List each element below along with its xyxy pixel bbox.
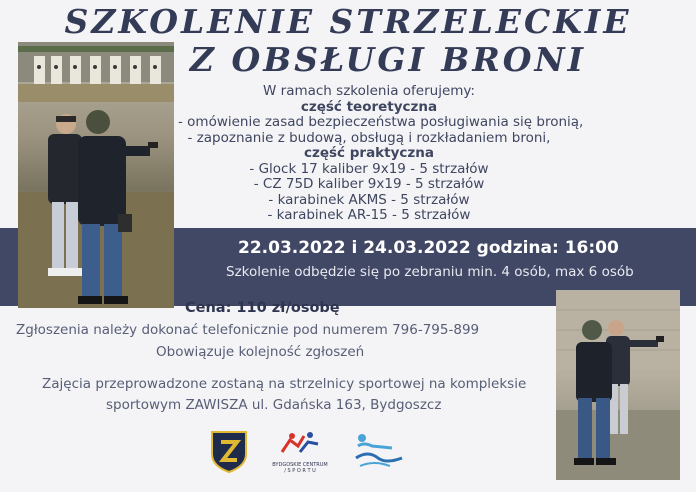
theory-heading: część teoretyczna [300,98,438,115]
bcs-figure-icon [268,428,332,458]
zawisza-logo [206,428,252,474]
practice-item: - karabinek AKMS - 5 strzałów [268,191,470,208]
range-scene-1 [18,42,174,308]
venue-line-1: Zajęcia przeprowadzone zostaną na strzelnicy sportowej na kompleksie [42,376,527,392]
shooting-club-logo [350,428,406,474]
shooter-silhouette-icon [350,428,406,474]
offer-section [178,83,584,224]
practice-heading: część praktyczna [304,145,434,161]
range-scene-2 [556,290,680,480]
price-label: Cena: 110 zł/osobę [185,300,340,316]
zawisza-shield-icon [206,428,252,474]
registration-line-1: Zgłoszenia należy dokonać telefonicznie pod numerem 796-795-899 [16,322,480,338]
page-title-line-2: Z OBSŁUGI BRONI [189,40,587,79]
practice-item: - CZ 75D kaliber 9x19 - 5 strzałów [253,176,485,192]
page-title-line-1: SZKOLENIE STRZELECKIE [64,2,632,41]
venue-line-2: sportowym ZAWISZA ul. Gdańska 163, Bydgoszcz [106,397,442,413]
theory-item: - zapoznanie z budową, obsługą i rozkładaniem broni, [187,129,551,146]
shooting-range-photo-2 [556,290,680,480]
offer-intro: W ramach szkolenia oferujemy: [263,83,475,99]
shooting-range-photo-1 [18,42,174,308]
bcs-text-2: / S P O R T U [284,468,316,474]
practice-item: - karabinek AR-15 - 5 strzałów [267,207,471,223]
theory-item: - omówienie zasad bezpieczeństwa posługiwania się bronią, [178,114,584,130]
practice-item: - Glock 17 kaliber 9x19 - 5 strzałów [249,160,489,177]
group-size-note: Szkolenie odbędzie się po zebraniu min. 4 osób, max 6 osób [226,264,634,280]
registration-line-2: Obowiązuje kolejność zgłoszeń [156,344,365,360]
bcs-logo [268,428,332,474]
training-dates: 22.03.2022 i 24.03.2022 godzina: 16:00 [238,238,619,258]
bcs-text-1: BYDGOSKIE CENTRUM [272,462,328,468]
